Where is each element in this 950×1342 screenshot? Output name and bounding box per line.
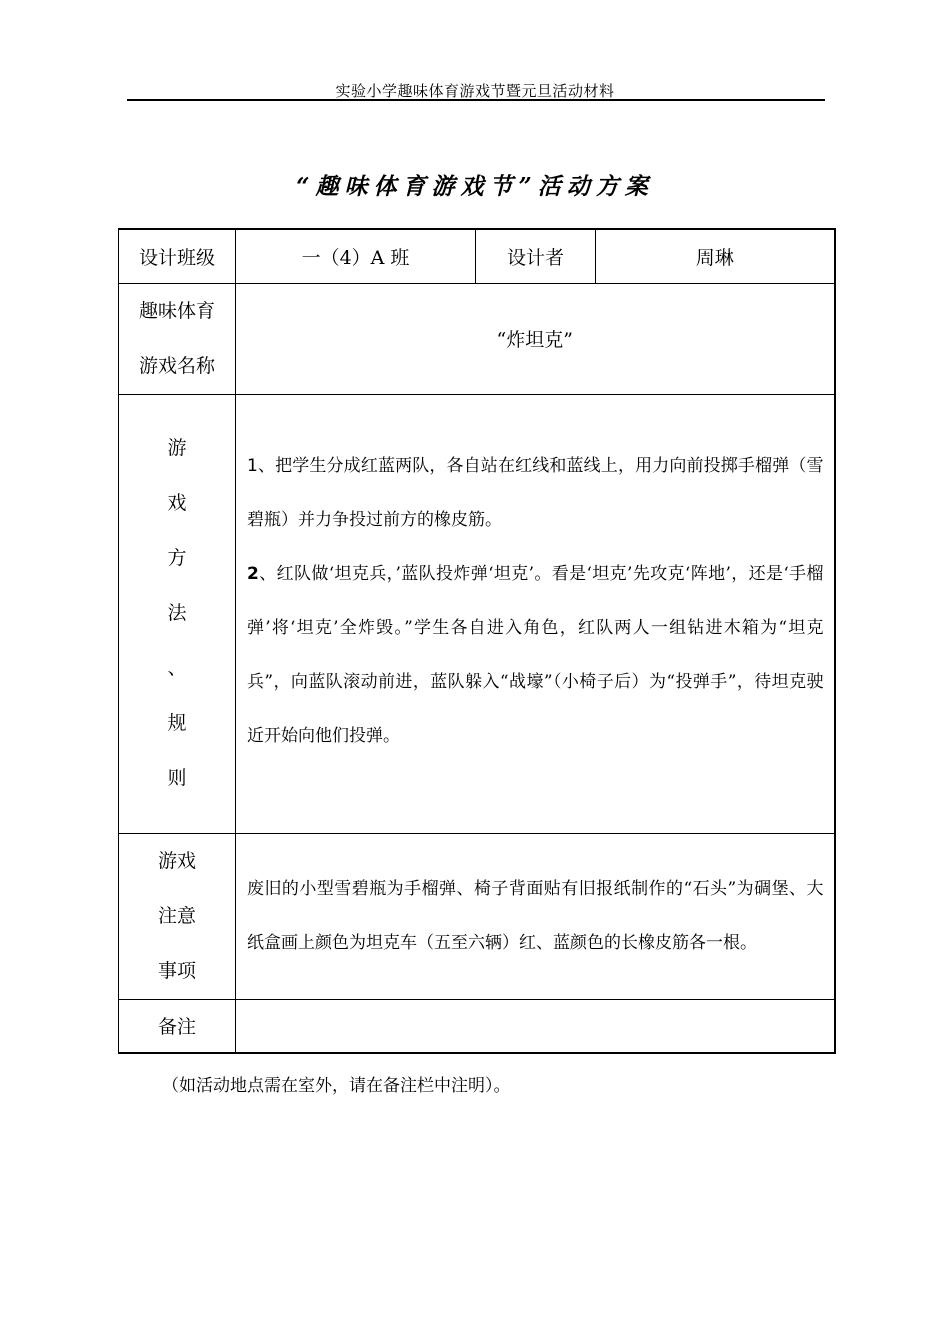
notes-label-line3: 事项 bbox=[157, 959, 196, 982]
table-row-remarks bbox=[119, 999, 835, 1053]
method-label-char: 戏 bbox=[167, 492, 187, 514]
footnote: （如活动地点需在室外，请在备注栏中注明）。 bbox=[162, 1076, 511, 1096]
designer-value: 周琳 bbox=[596, 229, 835, 283]
method-item-1 bbox=[247, 439, 824, 547]
header-rule bbox=[127, 99, 825, 101]
method-item-2 bbox=[247, 547, 824, 763]
table-row-game-name bbox=[119, 283, 835, 394]
method-item-1-text: 、把学生分成红蓝两队，各自站在红线和蓝线上，用力向前投掷手榴弹（雪碧瓶）并力争投过前方的橡皮筋。 bbox=[247, 455, 824, 530]
table-row-class bbox=[119, 229, 835, 283]
method-item-2-text: 、红队做‘坦克兵，’蓝队投炸弹‘坦克’。看是‘坦克’先攻克‘阵地’，还是‘手榴弹’将‘坦克’全炸毁。”学生各自进入角色，红队两人一组钻进木箱为“坦克兵”，向蓝队滚动前进，蓝队躲入“战壕”（小椅子后）为“投弹手”，待坦克驶近开始向他们投弹。 bbox=[247, 563, 824, 746]
notes-label bbox=[119, 833, 236, 999]
table-row-notes bbox=[119, 833, 835, 999]
method-item-1-number: 1 bbox=[247, 455, 258, 476]
method-label-char: 则 bbox=[167, 767, 187, 789]
table-row-method bbox=[119, 394, 835, 833]
page-header: 实验小学趣味体育游戏节暨元旦活动材料 bbox=[335, 82, 615, 100]
notes-label-line2: 注意 bbox=[157, 904, 196, 927]
method-label-char: 法 bbox=[167, 602, 187, 624]
method-label-char: 、 bbox=[167, 657, 187, 679]
remarks-label: 备注 bbox=[119, 999, 236, 1053]
activity-plan-table bbox=[118, 228, 836, 1054]
notes-content bbox=[236, 833, 835, 999]
method-label-char: 游 bbox=[167, 437, 187, 459]
class-label: 设计班级 bbox=[119, 229, 236, 283]
notes-label-line1: 游戏 bbox=[157, 849, 196, 872]
document-title: “趣味体育游戏节”活动方案 bbox=[296, 173, 654, 200]
game-name-label bbox=[119, 283, 236, 394]
game-name-label-line1: 趣味体育 bbox=[138, 299, 215, 322]
notes-text: 废旧的小型雪碧瓶为手榴弹、椅子背面贴有旧报纸制作的“石头”为碉堡、大纸盒画上颜色为坦克车（五至六辆）红、蓝颜色的长橡皮筋各一根。 bbox=[247, 879, 824, 953]
class-value: 一（4）A 班 bbox=[236, 229, 476, 283]
method-label-char: 规 bbox=[167, 712, 187, 734]
game-name-value: “炸坦克” bbox=[236, 283, 835, 394]
method-item-2-number: 2 bbox=[247, 563, 259, 584]
game-name-label-line2: 游戏名称 bbox=[138, 354, 215, 377]
method-label-char: 方 bbox=[167, 547, 187, 569]
designer-label: 设计者 bbox=[476, 229, 596, 283]
remarks-value bbox=[236, 999, 835, 1053]
method-content bbox=[236, 394, 835, 833]
method-label bbox=[119, 394, 236, 833]
